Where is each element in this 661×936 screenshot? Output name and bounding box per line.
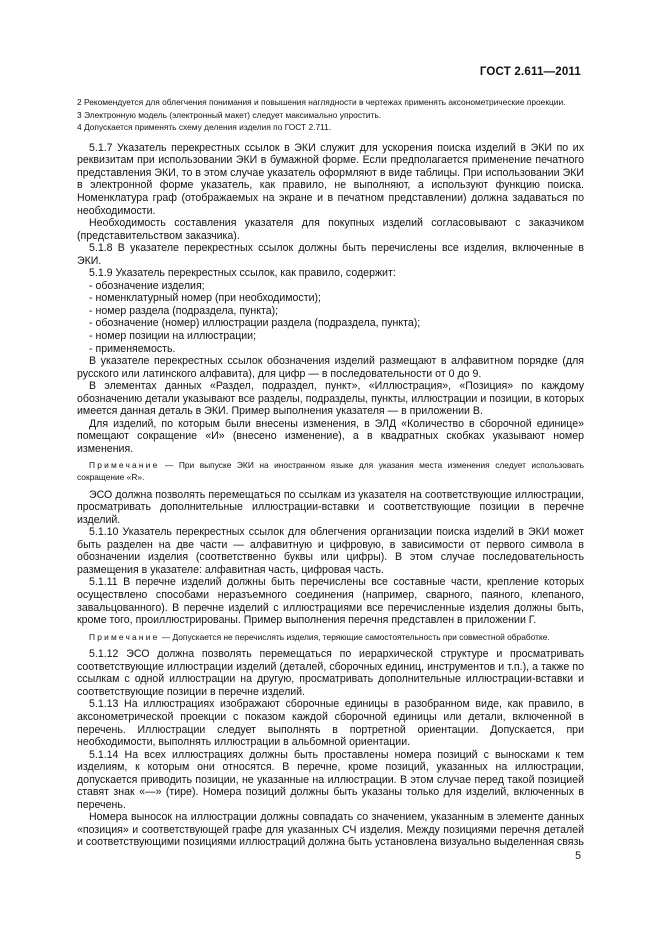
paragraph-5-1-7-necessity: Необходимость составления указателя для покупных изделий согласовывают с заказчиком (представительством заказчика). [77, 217, 584, 242]
note-2-axonometric: 2 Рекомендуется для облегчения понимания и повышения наглядности в чертежах применять аксонометрические проекции. [77, 97, 566, 107]
page-number: 5 [575, 850, 581, 862]
paragraph-changes: Для изделий, по которым были внесены изменения, в ЭЛД «Количество в сборочной единице» помещают сокращение «И» (внесено изменение), а в квадратных скобках указывают номер изменения. [77, 417, 584, 455]
paragraph-callout-numbers: Номера выносок на иллюстрации должны совпадать со значением, указанным в элементе данных «позиция» и соответствующей графе для указанных СЧ изделия. Между позициями перечня деталей и соответствующими позициями иллюстраций должна быть установлена визуально выделенная связь [77, 811, 584, 849]
paragraph-5-1-11: 5.1.11 В перечне изделий должны быть перечислены все составные части, крепление которых осуществлено способами неразъемного соединения (например, сварного, паяного, клепаного, завальцованного). В перечне изделий с иллюстрациями все перечисленные изделия должны быть, кроме того, проиллюстрированы. Пример выполнения перечня представлен в приложении Г. [77, 576, 584, 627]
list-item: - обозначение изделия; [89, 279, 205, 292]
list-item: - применяемость. [89, 342, 176, 355]
list-item: - номер позиции на иллюстрации; [89, 329, 257, 342]
paragraph-5-1-7: 5.1.7 Указатель перекрестных ссылок в ЭКИ служит для ускорения поиска изделий в ЭКИ по их реквизитам при использовании ЭКИ в бумажной форме. Если предполагается применение печатного представления ЭКИ, то в этом случае указатель оформляют в виде таблицы. При использовании ЭКИ в электронной форме указатель, как правило, не выполняют, а используют функцию поиска. Номенклатура граф (отображаемых на экране и в печатном представлении) должна задаваться по необходимости. [77, 141, 584, 217]
note-4-scheme: 4 Допускается применять схему деления изделия по ГОСТ 2.711. [77, 122, 332, 133]
paragraph-5-1-9: 5.1.9 Указатель перекрестных ссылок, как правило, содержит: [89, 267, 396, 280]
note-label: Примечание [89, 631, 160, 642]
page-body [77, 97, 584, 849]
note-text: — При выпуске ЭКИ на иностранном языке для указания места изменения следует использовать сокращение «R». [77, 460, 584, 483]
paragraph-5-1-8: 5.1.8 В указателе перекрестных ссылок должны быть перечислены все изделия, включенные в ЭКИ. [77, 242, 584, 267]
list-item: - номенклатурный номер (при необходимости); [89, 292, 321, 305]
note-label: Примечание [89, 460, 160, 471]
paragraph-eso-navigation: ЭСО должна позволять перемещаться по ссылкам из указателя на соответствующие иллюстрации, просматривать дополнительные иллюстрации-вставки и соответствующие позиции в перечне изделий. [77, 488, 584, 526]
paragraph-5-1-14: 5.1.14 На всех иллюстрациях должны быть проставлены номера позиций с выносками к тем изделиям, к которым они относятся. В перечне, кроме позиций, указанных на иллюстрации, допускается приводить позиции, не указанные на иллюстрации. В этом случае перед такой позицией ставят знак «—» (тире). Номера позиций должны быть указаны только для изделий, включенных в перечень. [77, 748, 584, 811]
list-item: - обозначение (номер) иллюстрации раздела (подраздела, пункта); [89, 317, 421, 330]
paragraph-data-elements: В элементах данных «Раздел, подраздел, пункт», «Иллюстрация», «Позиция» по каждому обозначению детали указывают все разделы, подразделы, пункты, иллюстрации и позиции, в которых имеется данная деталь в ЭКИ. Пример выполнения указателя — в приложении В. [77, 380, 584, 418]
paragraph-5-1-13: 5.1.13 На иллюстрациях изображают сборочные единицы в разобранном виде, как правило, в аксонометрической проекции с показом каждой сборочной единицы или детали, включенной в перечень. Иллюстрации следует выполнять в портретной ориентации. Допускается, при необходимости, выполнять иллюстрации в альбомной ориентации. [77, 698, 584, 749]
paragraph-5-1-12: 5.1.12 ЭСО должна позволять перемещаться по иерархической структуре и просматривать соответствующие иллюстрации изделий (деталей, сборочных единиц, инструментов и т.п.), а также по ссылкам с одной иллюстрации на другую, просматривать дополнительные иллюстрации-вставки и соответствующие позиции в перечне изделий. [77, 648, 584, 698]
note-3-model: 3 Электронную модель (электронный макет) следует максимально упростить. [77, 109, 382, 120]
list-item: - номер раздела (подраздела, пункта); [89, 304, 279, 317]
note-foreign-language [77, 460, 584, 483]
note-joint-processing [77, 632, 584, 644]
note-text: — Допускается не перечислять изделия, теряющие самостоятельность при совместной обработке. [159, 631, 550, 642]
paragraph-5-1-10: 5.1.10 Указатель перекрестных ссылок для облегчения организации поиска изделий в ЭКИ может быть разделен на две части — алфавитную и цифровую, в зависимости от первого символа в обозначении изделия (соответственно буквы или цифры). В этом случае последовательность размещения в указателе: алфавитная часть, цифровая часть. [77, 526, 584, 576]
paragraph-alphabetical-order: В указателе перекрестных ссылок обозначения изделий размещают в алфавитном порядке (для русского или латинского алфавита), для цифр — в последовательности от 0 до 9. [77, 355, 584, 380]
document-id-header: ГОСТ 2.611—2011 [479, 66, 581, 78]
